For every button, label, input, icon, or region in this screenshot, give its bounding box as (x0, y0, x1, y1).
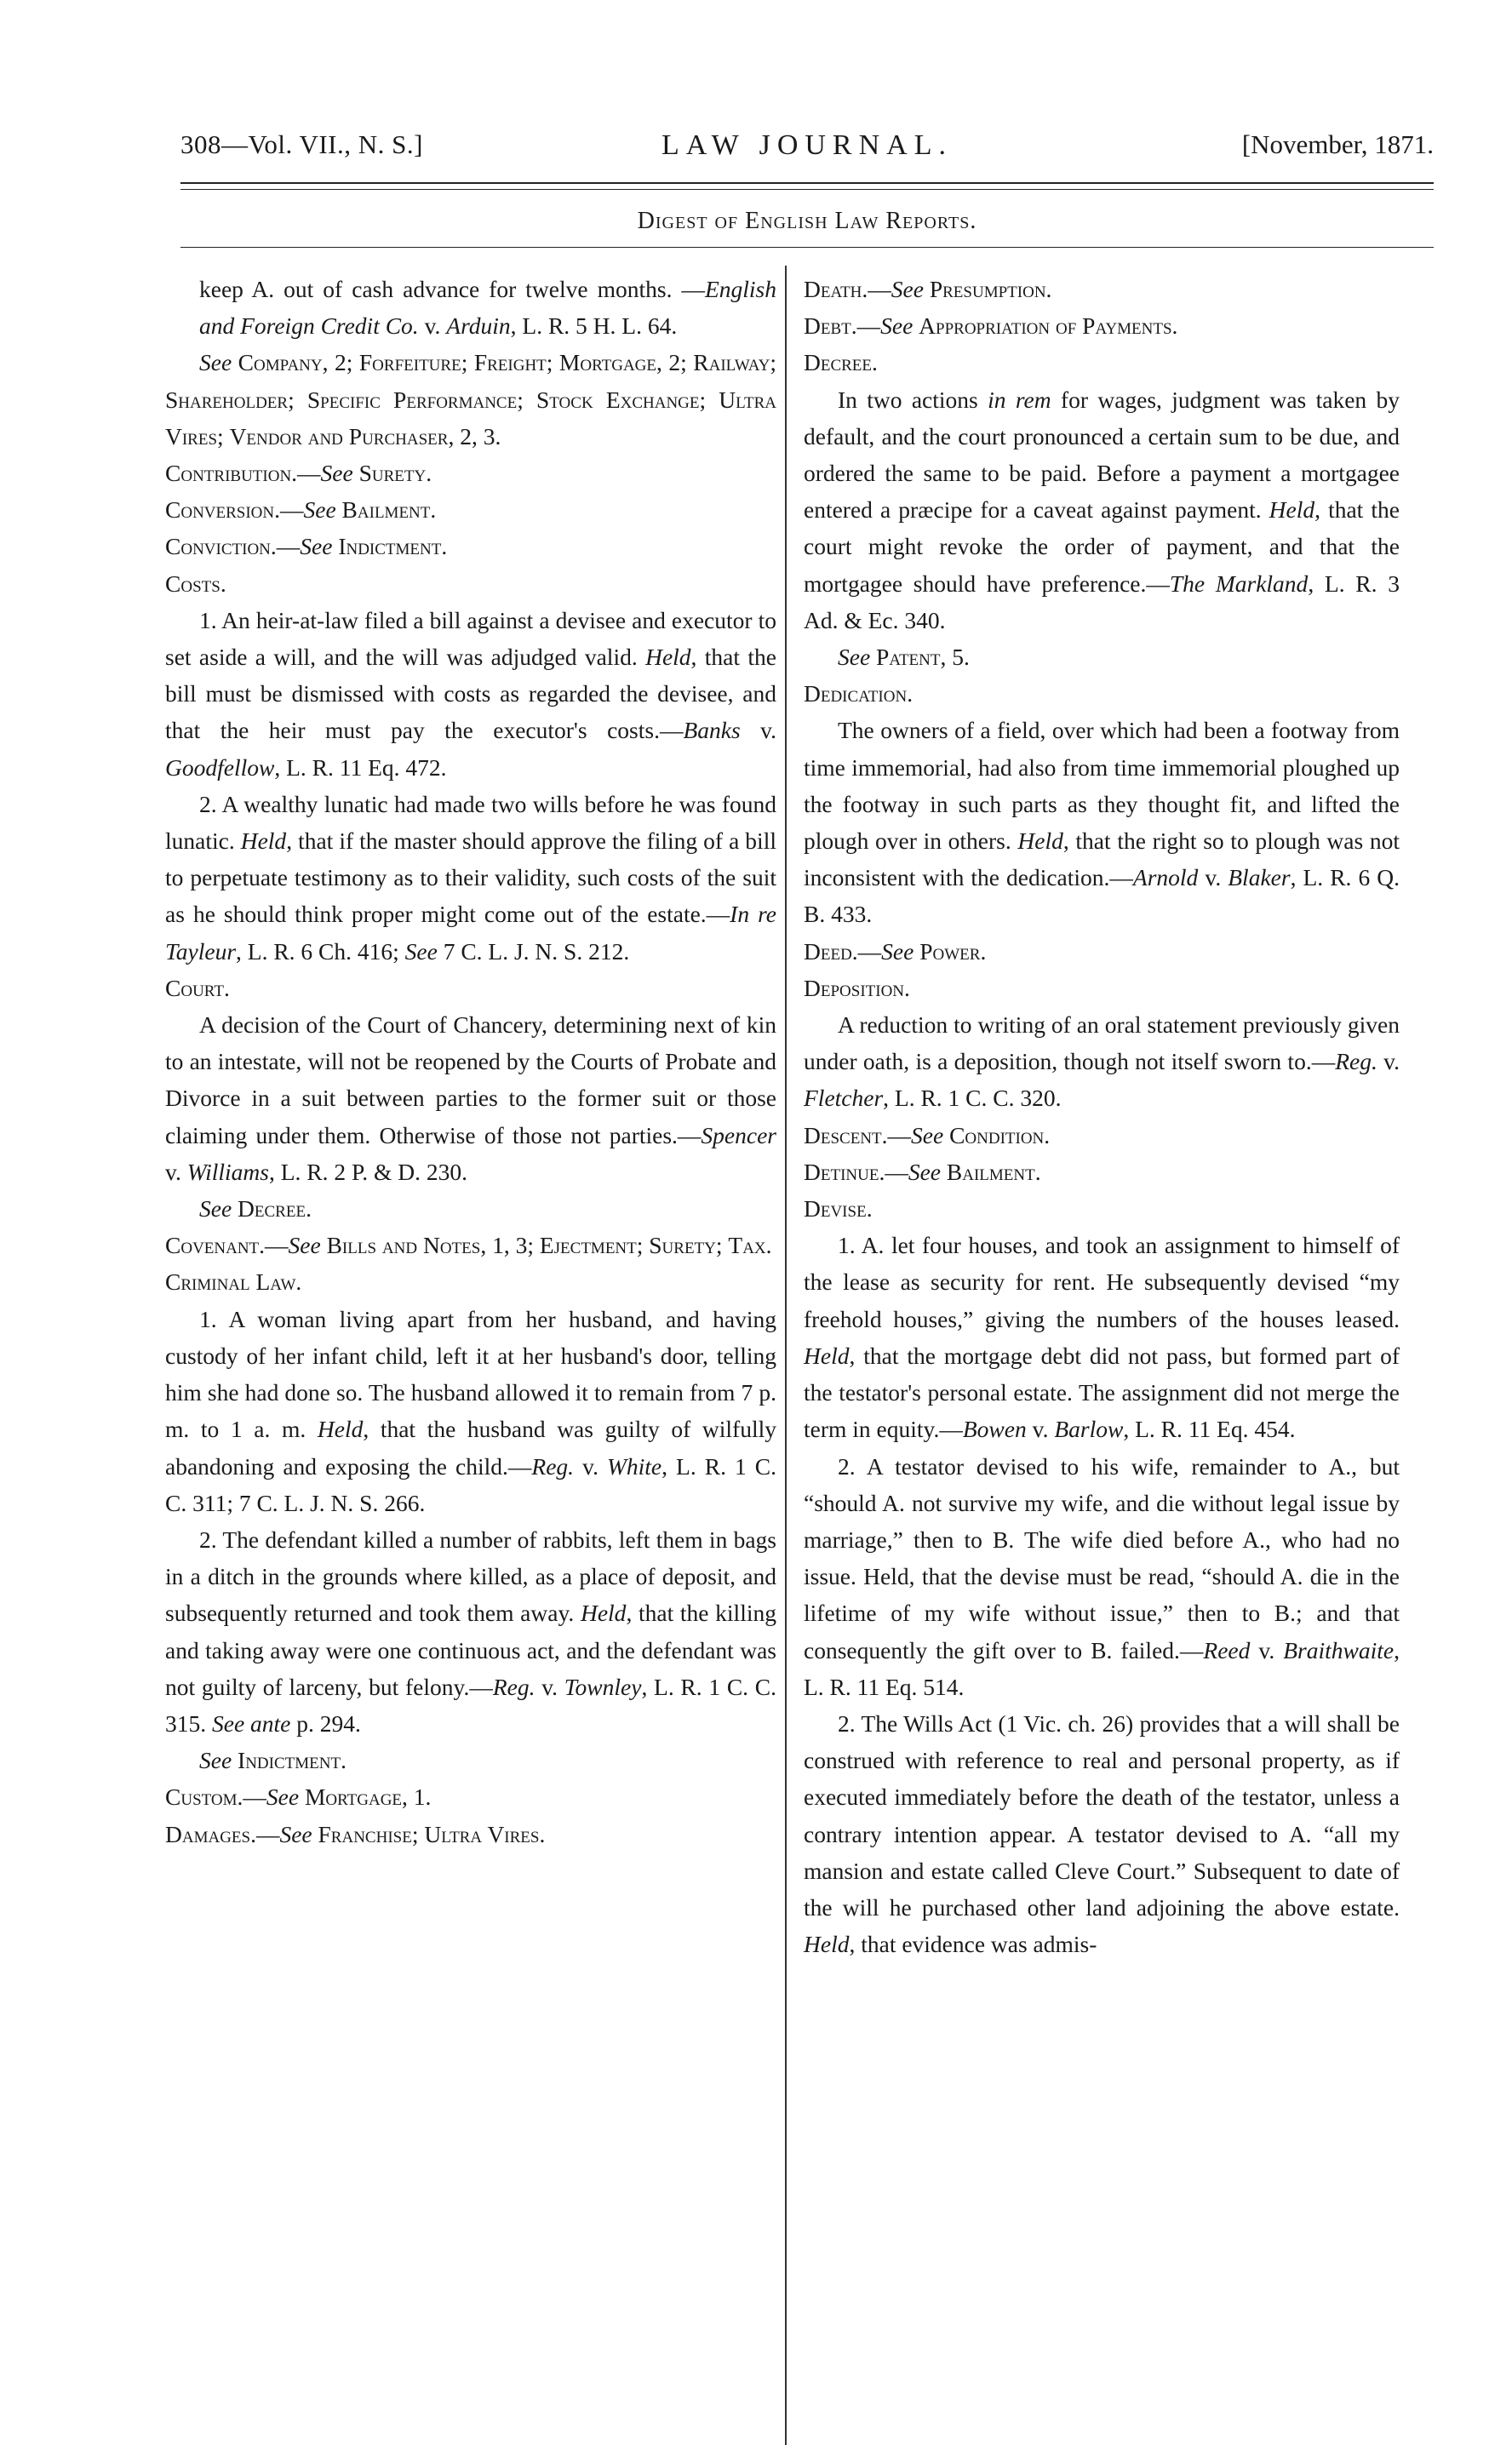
digest-heading: Detinue.—See Bailment. (804, 1158, 1041, 1185)
digest-paragraph: A decision of the Court of Chancery, determining next of kin to an intestate, will not be reopened by the Courts of Probate and Divorce in a suit between parties to the former suit or those claiming under them. Otherwise of those not parties.—Spencer v. Williams, L. R. 2 P. & D. 230. (165, 1011, 776, 1185)
digest-heading: Conviction.—See Indictment. (165, 533, 448, 560)
digest-heading: Court. (165, 974, 230, 1001)
digest-paragraph: 2. A testator devised to his wife, remainder to A., but “should A. not survive my wife, and die without legal issue by marriage,” then to B. The wife died before A., who had no issue. Held, that the devise must be read, “should A. die in the lifetime of my wife without issue,” then to B.; and that consequently the gift over to B. failed.—Reed v. Braithwaite, L. R. 11 Eq. 514. (804, 1452, 1400, 1700)
digest-paragraph: See Indictment. (199, 1747, 346, 1774)
digest-paragraph: The owners of a field, over which had been a footway from time immemorial, had also from time immemorial ploughed up the footway in such parts as they thought fit, and lifted the plough over in others. Held, that the right so to plough was not inconsistent with the dedication.—Arnold v. Blaker, L. R. 6 Q. B. 433. (804, 717, 1400, 928)
left-column (165, 271, 776, 1852)
digest-paragraph: 2. A wealthy lunatic had made two wills before he was found lunatic. Held, that if the master should approve the filing of a bill to perpetuate testimony as to their validity, such costs of the suit as he should think proper might come out of the estate.—In re Tayleur, L. R. 6 Ch. 416; See 7 C. L. J. N. S. 212. (165, 790, 776, 965)
header-rule-thin (180, 189, 1434, 190)
running-head-volume: 308—Vol. VII., N. S.] (180, 129, 423, 159)
digest-paragraph: 2. The Wills Act (1 Vic. ch. 26) provides that a will shall be construed with reference to real and personal property, as if executed immediately before the death of the testator, unless a contrary intention appear. A testator devised to A. “all my mansion and estate called Cleve Court.” Subsequent to date of the will he purchased other land adjoining the above estate. Held, that evidence was admis- (804, 1709, 1400, 1958)
digest-heading: Criminal Law. (165, 1268, 302, 1296)
digest-paragraph: A reduction to writing of an oral statement previously given under oath, is a deposition, though not itself sworn to.—Reg. v. Fletcher, L. R. 1 C. C. 320. (804, 1011, 1400, 1112)
digest-paragraph: keep A. out of cash advance for twelve months. —English and Foreign Credit Co. v. Arduin, L. R. 5 H. L. 64. (199, 276, 776, 340)
digest-paragraph: 1. A. let four houses, and took an assignment to himself of the lease as security for rent. He subsequently devised “my freehold houses,” giving the numbers of the houses leased. Held, that the mortgage debt did not pass, but formed part of the testator's personal estate. The assignment did not merge the term in equity.—Bowen v. Barlow, L. R. 11 Eq. 454. (804, 1232, 1400, 1443)
right-column (804, 271, 1400, 1962)
digest-heading: Debt.—See Appropriation of Payments. (804, 312, 1178, 340)
digest-paragraph: See Decree. (199, 1195, 312, 1222)
section-title: Digest of English Law Reports. (637, 208, 977, 234)
digest-heading: Death.—See Presumption. (804, 276, 1052, 302)
digest-paragraph: See Patent, 5. (838, 644, 970, 671)
digest-heading: Deposition. (804, 974, 910, 1001)
digest-heading: Contribution.—See Surety. (165, 460, 432, 487)
running-head-date: [November, 1871. (1241, 129, 1434, 159)
column-divider (785, 266, 787, 2445)
digest-heading: Conversion.—See Bailment. (165, 496, 437, 524)
digest-heading: Descent.—See Condition. (804, 1121, 1051, 1148)
digest-heading: Deed.—See Power. (804, 937, 987, 965)
digest-heading: Costs. (165, 570, 226, 597)
section-rule (180, 247, 1434, 248)
running-head-journal-title: LAW JOURNAL. (662, 129, 953, 161)
digest-heading: Custom.—See Mortgage, 1. (165, 1784, 432, 1811)
digest-heading: Devise. (804, 1195, 873, 1222)
digest-paragraph: 1. A woman living apart from her husband, and having custody of her infant child, left it at her husband's door, telling him she had done so. The husband allowed it to remain from 7 p. m. to 1 a. m. Held, that the husband was guilty of wilfully abandoning and exposing the child.—Reg. v. White, L. R. 1 C. C. 311; 7 C. L. J. N. S. 266. (165, 1305, 777, 1516)
running-head (180, 129, 1434, 169)
digest-heading: Covenant.—See Bills and Notes, 1, 3; Ejectment; Surety; Tax. (165, 1232, 772, 1259)
digest-paragraph: See Company, 2; Forfeiture; Freight; Mortgage, 2; Railway; Shareholder; Specific Performance; Stock Exchange; Ultra Vires; Vendor and Purchaser, 2, 3. (165, 349, 777, 449)
digest-heading: Decree. (804, 349, 878, 376)
digest-paragraph: In two actions in rem for wages, judgment was taken by default, and the court pronounced a certain sum to be due, and ordered the same to be paid. Before a payment a mortgagee entered a præcipe for a caveat against payment. Held, that the court might revoke the order of payment, and that the mortgagee should have preference.—The Markland, L. R. 3 Ad. & Ec. 340. (804, 386, 1400, 633)
header-rule-thick (180, 182, 1434, 184)
digest-paragraph: 2. The defendant killed a number of rabbits, left them in bags in a ditch in the grounds where killed, as a place of deposit, and subsequently returned and took them away. Held, that the killing and taking away were one continuous act, and the defendant was not guilty of larceny, but felony.—Reg. v. Townley, L. R. 1 C. C. 315. See ante p. 294. (165, 1526, 777, 1737)
digest-heading: Damages.—See Franchise; Ultra Vires. (165, 1820, 546, 1847)
digest-heading: Dedication. (804, 680, 914, 707)
digest-paragraph: 1. An heir-at-law filed a bill against a devisee and executor to set aside a will, and the will was adjudged valid. Held, that the bill must be dismissed with costs as regarded the devisee, and that the heir must pay the executor's costs.—Banks v. Goodfellow, L. R. 11 Eq. 472. (165, 606, 776, 781)
